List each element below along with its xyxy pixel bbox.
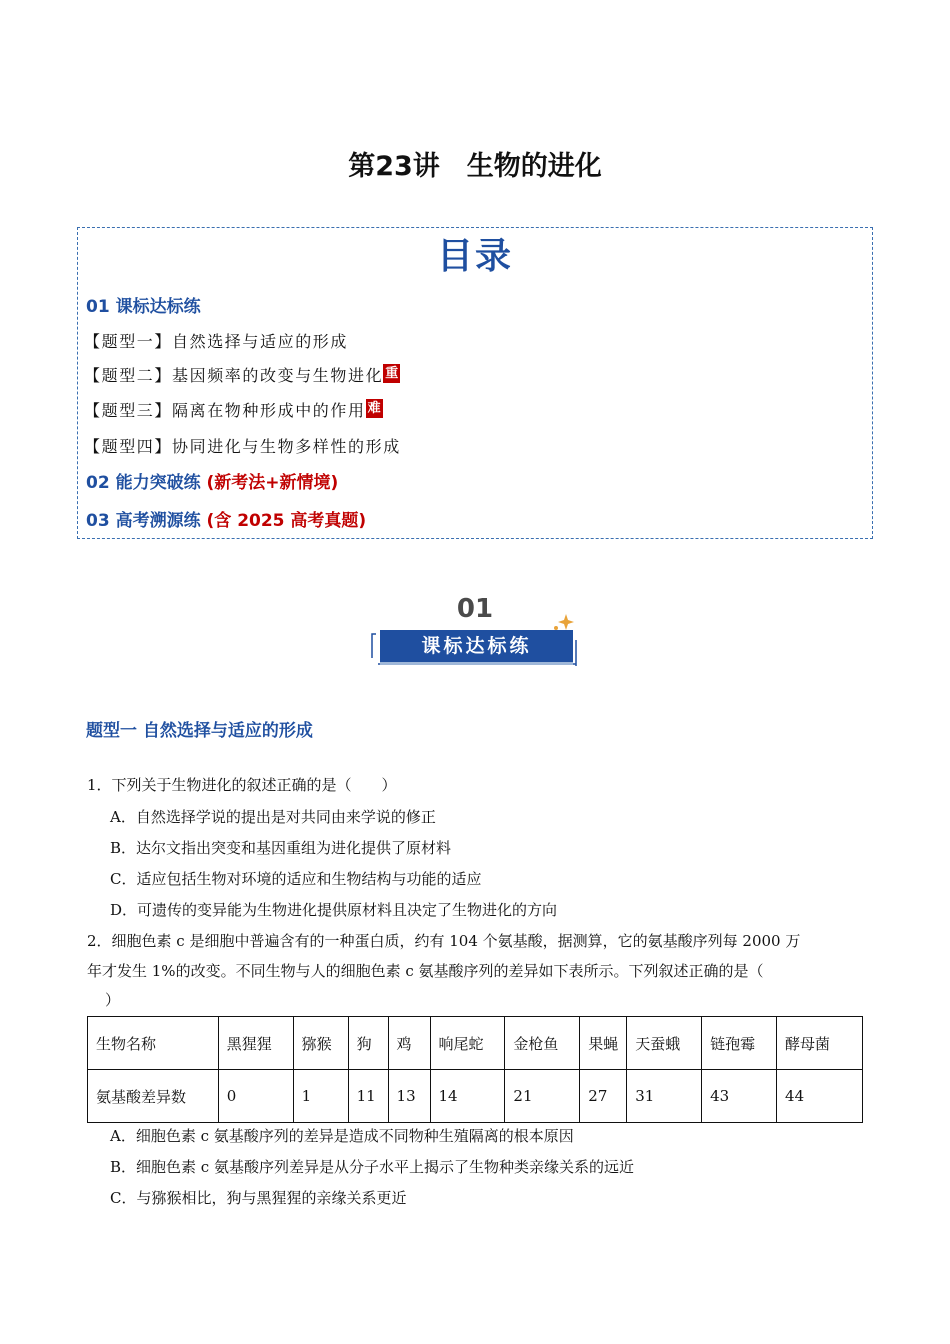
table-cell: 酵母菌 [777, 1017, 863, 1070]
table-row [88, 1070, 863, 1123]
table-cell: 11 [348, 1070, 388, 1123]
toc-item-label: 【题型三】隔离在物种形成中的作用 [84, 401, 366, 420]
toc-item-label: 【题型一】自然选择与适应的形成 [84, 332, 349, 351]
table-cell: 14 [430, 1070, 505, 1123]
question-1-option-d[interactable]: D．可遗传的变异能为生物进化提供原材料且决定了生物进化的方向 [110, 901, 558, 919]
table-cell: 氨基酸差异数 [88, 1070, 219, 1123]
table-cell: 13 [388, 1070, 430, 1123]
table-of-contents [77, 227, 873, 539]
table-cell: 21 [505, 1070, 580, 1123]
table-cell: 鸡 [388, 1017, 430, 1070]
table-cell: 27 [580, 1070, 627, 1123]
table-cell: 果蝇 [580, 1017, 627, 1070]
toc-item-3[interactable] [84, 398, 383, 421]
toc-item-label: 【题型四】协同进化与生物多样性的形成 [84, 437, 401, 456]
toc-section-01-label: 01 课标达标练 [86, 297, 201, 317]
question-1-option-b[interactable]: B．达尔文指出突变和基因重组为进化提供了原材料 [110, 839, 452, 857]
table-cell: 天蚕蛾 [627, 1017, 702, 1070]
question-2-option-b[interactable]: B．细胞色素 c 氨基酸序列差异是从分子水平上揭示了生物种类亲缘关系的远近 [110, 1158, 634, 1176]
table-cell: 43 [702, 1070, 777, 1123]
toc-item-label: 【题型二】基因频率的改变与生物进化 [84, 366, 384, 385]
table-cell: 响尾蛇 [430, 1017, 505, 1070]
question-2-stem-line3: ） [105, 991, 121, 1009]
amino-acid-table [87, 1016, 863, 1123]
table-cell: 金枪鱼 [505, 1017, 580, 1070]
question-2-option-c[interactable]: C．与猕猴相比，狗与黑猩猩的亲缘关系更近 [110, 1189, 407, 1207]
question-1-option-c[interactable]: C．适应包括生物对环境的适应和生物结构与功能的适应 [110, 870, 482, 888]
question-1-option-a[interactable]: A．自然选择学说的提出是对共同由来学说的修正 [110, 808, 436, 826]
question-2-stem-line2: 年才发生 1%的改变。不同生物与人的细胞色素 c 氨基酸序列的差异如下表所示。下列叙述正确的是（ [87, 962, 764, 980]
question-2-option-a[interactable]: A．细胞色素 c 氨基酸序列的差异是造成不同物种生殖隔离的根本原因 [110, 1127, 574, 1145]
question-2-stem-line1: 2．细胞色素 c 是细胞中普遍含有的一种蛋白质，约有 104 个氨基酸，据测算，它的氨基酸序列每 2000 万 [87, 932, 801, 950]
section-heading: 题型一 自然选择与适应的形成 [86, 721, 313, 741]
table-cell: 44 [777, 1070, 863, 1123]
table-cell: 猕猴 [293, 1017, 348, 1070]
toc-section-01[interactable] [86, 292, 201, 317]
difficult-badge: 难 [367, 401, 381, 416]
banner-number: 01 [456, 594, 494, 624]
section-banner [370, 594, 582, 674]
toc-heading: 目录 [436, 236, 513, 277]
table-row [88, 1017, 863, 1070]
toc-section-02-label: 02 能力突破练 [86, 473, 201, 493]
page-title: 第23讲 生物的进化 [348, 151, 602, 182]
table-cell: 链孢霉 [702, 1017, 777, 1070]
toc-item-2[interactable] [84, 363, 400, 386]
toc-item-4[interactable] [84, 434, 401, 457]
table-cell: 生物名称 [88, 1017, 219, 1070]
toc-section-02-note: (新考法+新情境) [206, 473, 339, 493]
toc-item-1[interactable] [84, 329, 348, 352]
table-cell: 狗 [348, 1017, 388, 1070]
table-cell: 黑猩猩 [218, 1017, 293, 1070]
table-cell: 31 [627, 1070, 702, 1123]
key-badge: 重 [385, 366, 399, 381]
table-cell: 1 [293, 1070, 348, 1123]
question-1-stem: 1．下列关于生物进化的叙述正确的是（ ） [87, 776, 397, 794]
toc-section-03-label: 03 高考溯源练 [86, 511, 201, 531]
toc-section-03[interactable] [86, 506, 366, 531]
table-cell: 0 [218, 1070, 293, 1123]
toc-section-03-note: (含 2025 高考真题) [206, 511, 367, 531]
toc-section-02[interactable] [86, 468, 338, 493]
banner-label: 课标达标练 [380, 630, 573, 662]
